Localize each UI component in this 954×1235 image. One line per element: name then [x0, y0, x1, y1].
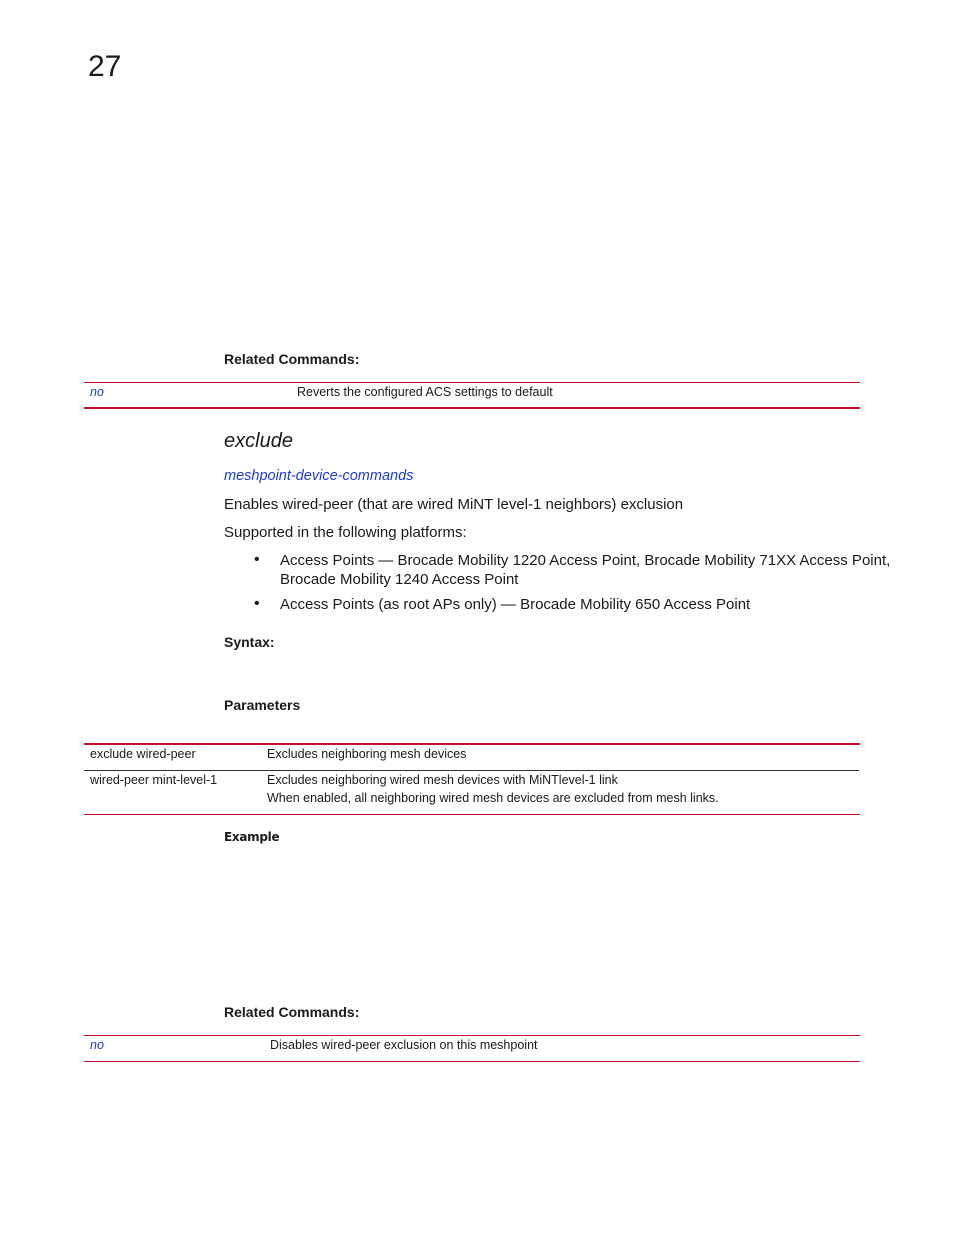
parameters-table-bottom-rule: [84, 814, 860, 815]
parameter-name: exclude wired-peer: [90, 747, 196, 761]
section-title: exclude: [224, 430, 293, 452]
related-command-description: Disables wired-peer exclusion on this meshpoint: [270, 1038, 538, 1052]
related-commands-heading: Related Commands:: [224, 351, 360, 367]
example-label: Example: [224, 830, 280, 844]
related-command-link[interactable]: no: [90, 385, 104, 399]
parent-context-link[interactable]: meshpoint-device-commands: [224, 468, 414, 484]
parameter-description: Excludes neighboring wired mesh devices with MiNTlevel-1 link: [267, 773, 618, 787]
platform-item-line: Brocade Mobility 1240 Access Point: [280, 571, 519, 588]
bullet-icon: •: [254, 595, 260, 612]
table-top-rule: [84, 1035, 860, 1036]
related-command-link[interactable]: no: [90, 1038, 104, 1052]
chapter-number: 27: [88, 50, 122, 83]
parameter-description: Excludes neighboring mesh devices: [267, 747, 467, 761]
related-command-description: Reverts the configured ACS settings to default: [297, 385, 553, 399]
table-top-rule: [84, 382, 860, 383]
table-bottom-rule: [84, 1061, 860, 1062]
platform-item-line: Access Points — Brocade Mobility 1220 Access Point, Brocade Mobility 71XX Access Point,: [280, 552, 891, 569]
bullet-icon: •: [254, 551, 260, 568]
parameter-note: When enabled, all neighboring wired mesh devices are excluded from mesh links.: [267, 791, 719, 805]
parameters-label: Parameters: [224, 697, 301, 713]
platform-item-line: Access Points (as root APs only) — Brocade Mobility 650 Access Point: [280, 596, 751, 613]
syntax-label: Syntax:: [224, 634, 275, 650]
related-commands-heading: Related Commands:: [224, 1004, 360, 1020]
platforms-intro: Supported in the following platforms:: [224, 524, 467, 541]
parameters-table-top-rule: [84, 743, 860, 745]
parameters-row-divider: [84, 770, 859, 771]
section-description: Enables wired-peer (that are wired MiNT level-1 neighbors) exclusion: [224, 496, 684, 513]
table-bottom-rule: [84, 407, 860, 409]
parameter-name: wired-peer mint-level-1: [90, 773, 218, 787]
